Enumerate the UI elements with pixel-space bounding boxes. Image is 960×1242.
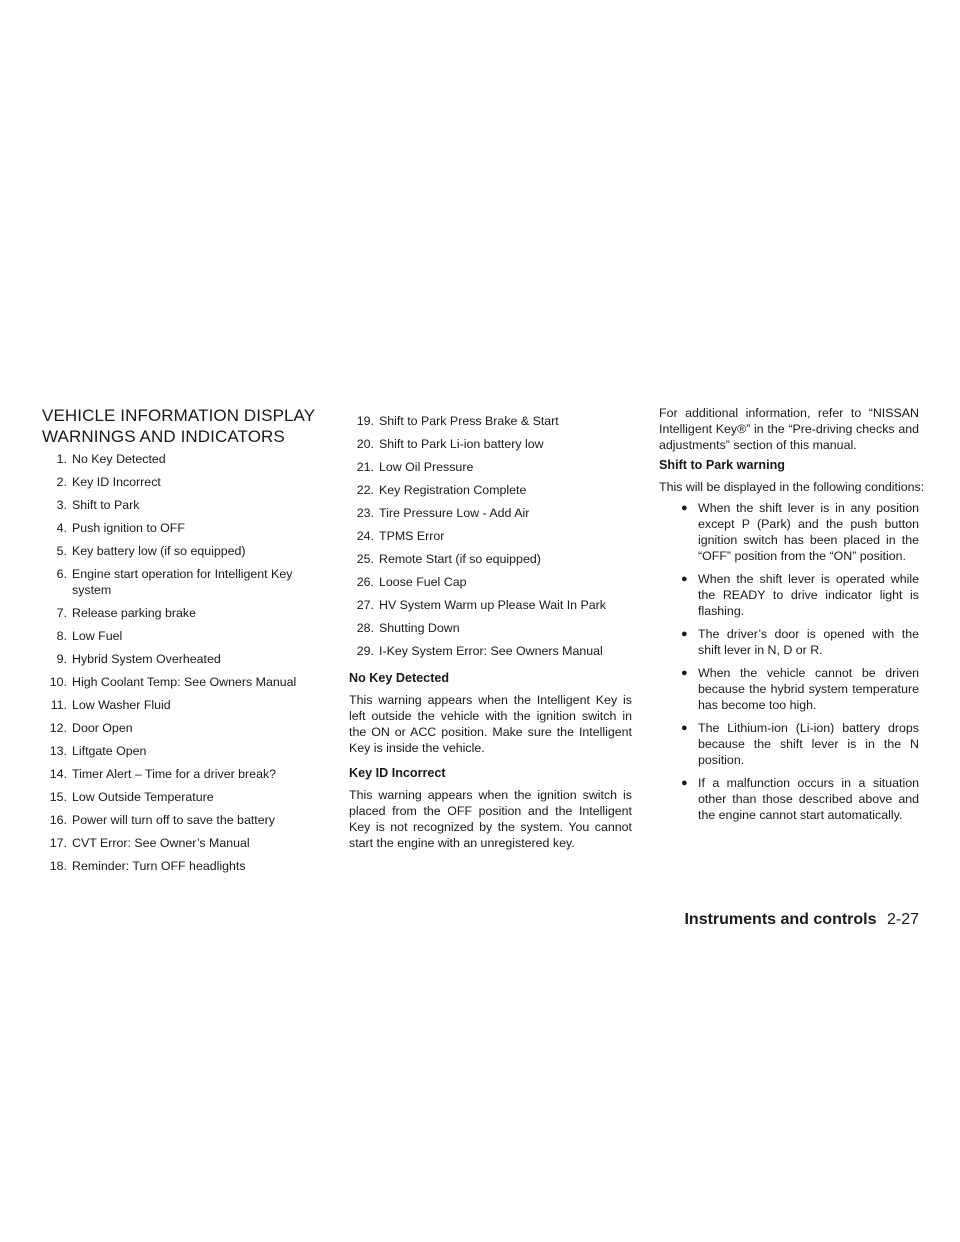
warning-number: 17. bbox=[49, 836, 67, 850]
warning-number: 20. bbox=[356, 437, 374, 451]
warning-number: 8. bbox=[56, 629, 67, 643]
condition-text: When the vehicle cannot be driven because the hybrid system temperature has become too high. bbox=[698, 666, 919, 712]
section-title-line2: WARNINGS AND INDICATORS bbox=[42, 427, 285, 446]
bullet-icon: ● bbox=[681, 722, 688, 734]
warning-number: 23. bbox=[356, 506, 374, 520]
warning-text: Shift to Park bbox=[72, 498, 140, 512]
warning-text: Power will turn off to save the battery bbox=[72, 813, 275, 827]
warning-number: 14. bbox=[49, 767, 67, 781]
warning-text: I-Key System Error: See Owners Manual bbox=[379, 644, 603, 658]
key-id-incorrect-text: This warning appears when the ignition switch is placed from the OFF position and the Intelligent Key is not recognized by the system. You cannot start the engine with an unregistered key. bbox=[349, 788, 632, 850]
warning-text: Liftgate Open bbox=[72, 744, 147, 758]
no-key-detected-heading: No Key Detected bbox=[349, 671, 450, 685]
warning-item bbox=[42, 835, 324, 851]
warning-text: Shift to Park Li-ion battery low bbox=[379, 437, 544, 451]
warning-number: 16. bbox=[49, 813, 67, 827]
warning-text: Shutting Down bbox=[379, 621, 460, 635]
warning-item bbox=[349, 413, 606, 429]
condition-item bbox=[659, 626, 919, 658]
warning-item bbox=[42, 674, 324, 690]
warning-number: 19. bbox=[356, 414, 374, 428]
warning-text: Hybrid System Overheated bbox=[72, 652, 221, 666]
warning-text: Door Open bbox=[72, 721, 133, 735]
warning-text: Key ID Incorrect bbox=[72, 475, 161, 489]
warning-text: Engine start operation for Intelligent Key system bbox=[72, 567, 293, 597]
warning-item bbox=[42, 605, 324, 621]
warning-number: 15. bbox=[49, 790, 67, 804]
warning-item bbox=[42, 520, 324, 536]
warning-item bbox=[42, 858, 324, 874]
warning-item bbox=[349, 574, 606, 590]
warning-item bbox=[349, 482, 606, 498]
warning-text: Low Oil Pressure bbox=[379, 460, 474, 474]
page-footer bbox=[684, 910, 919, 930]
warning-text: Timer Alert – Time for a driver break? bbox=[72, 767, 277, 781]
warning-text: Tire Pressure Low - Add Air bbox=[379, 506, 530, 520]
warning-item bbox=[349, 459, 606, 475]
warning-item bbox=[42, 566, 324, 598]
warning-item bbox=[42, 497, 324, 513]
warning-number: 27. bbox=[356, 598, 374, 612]
warning-text: Loose Fuel Cap bbox=[379, 575, 467, 589]
warning-text: TPMS Error bbox=[379, 529, 445, 543]
shift-to-park-section bbox=[659, 457, 925, 830]
warning-item bbox=[42, 543, 324, 559]
bullet-icon: ● bbox=[681, 628, 688, 640]
warning-number: 5. bbox=[56, 544, 67, 558]
warning-number: 3. bbox=[56, 498, 67, 512]
warning-number: 29. bbox=[356, 644, 374, 658]
condition-text: When the shift lever is operated while the READY to drive indicator light is flashing. bbox=[698, 572, 919, 618]
warning-number: 13. bbox=[49, 744, 67, 758]
warning-item bbox=[349, 528, 606, 544]
warning-item bbox=[349, 505, 606, 521]
condition-item bbox=[659, 720, 919, 768]
warning-number: 7. bbox=[56, 606, 67, 620]
footer-section-name: Instruments and controls bbox=[684, 911, 877, 928]
shift-to-park-heading: Shift to Park warning bbox=[659, 458, 785, 472]
shift-to-park-intro: This will be displayed in the following conditions: bbox=[659, 480, 925, 494]
warning-item bbox=[42, 766, 324, 782]
warning-text: Low Outside Temperature bbox=[72, 790, 214, 804]
warning-number: 4. bbox=[56, 521, 67, 535]
warning-text: Release parking brake bbox=[72, 606, 196, 620]
warning-number: 21. bbox=[356, 460, 374, 474]
warning-number: 10. bbox=[49, 675, 67, 689]
warning-number: 1. bbox=[56, 452, 67, 466]
warning-item bbox=[42, 474, 324, 490]
warning-number: 2. bbox=[56, 475, 67, 489]
warning-text: Shift to Park Press Brake & Start bbox=[379, 414, 559, 428]
warning-item bbox=[349, 436, 606, 452]
warning-item bbox=[42, 628, 324, 644]
page-number: 2-27 bbox=[886, 911, 919, 928]
no-key-detected-section bbox=[349, 670, 632, 756]
warning-number: 28. bbox=[356, 621, 374, 635]
bullet-icon: ● bbox=[681, 502, 688, 514]
warning-text: Remote Start (if so equipped) bbox=[379, 552, 541, 566]
warning-text: Push ignition to OFF bbox=[72, 521, 185, 535]
warning-item bbox=[349, 620, 606, 636]
warning-list-left bbox=[42, 451, 324, 881]
warning-item bbox=[42, 697, 324, 713]
additional-info-text: For additional information, refer to “NISSAN Intelligent Key®” in the “Pre-driving checks and adjustments” section of this manual. bbox=[659, 406, 919, 452]
key-id-incorrect-heading: Key ID Incorrect bbox=[349, 766, 446, 780]
warning-text: High Coolant Temp: See Owners Manual bbox=[72, 675, 297, 689]
condition-text: The driver’s door is opened with the shift lever in N, D or R. bbox=[698, 627, 919, 657]
condition-item bbox=[659, 775, 919, 823]
warning-text: HV System Warm up Please Wait In Park bbox=[379, 598, 606, 612]
warning-number: 24. bbox=[356, 529, 374, 543]
condition-item bbox=[659, 571, 919, 619]
condition-item bbox=[659, 500, 919, 564]
warning-number: 6. bbox=[56, 567, 67, 581]
warning-number: 11. bbox=[50, 698, 67, 712]
no-key-detected-text: This warning appears when the Intelligent Key is left outside the vehicle with the ignition switch in the ON or ACC position. Make sure the Intelligent Key is inside the vehicle. bbox=[349, 693, 632, 755]
warning-item bbox=[349, 597, 606, 613]
warning-text: Key Registration Complete bbox=[379, 483, 527, 497]
key-id-incorrect-section bbox=[349, 765, 632, 851]
warning-number: 9. bbox=[56, 652, 67, 666]
warning-number: 12. bbox=[49, 721, 67, 735]
warning-item bbox=[42, 812, 324, 828]
warning-text: No Key Detected bbox=[72, 452, 166, 466]
shift-to-park-conditions bbox=[659, 500, 919, 823]
warning-item bbox=[349, 551, 606, 567]
condition-text: When the shift lever is in any position except P (Park) and the push button ignition switch has been placed in the “OFF” position from the “ON” position. bbox=[698, 501, 919, 563]
warning-item bbox=[42, 743, 324, 759]
warning-number: 25. bbox=[356, 552, 374, 566]
warning-item bbox=[42, 789, 324, 805]
warning-text: Key battery low (if so equipped) bbox=[72, 544, 246, 558]
warning-item bbox=[42, 651, 324, 667]
warning-item bbox=[42, 451, 324, 467]
warning-text: Low Fuel bbox=[72, 629, 123, 643]
condition-item bbox=[659, 665, 919, 713]
condition-text: If a malfunction occurs in a situation other than those described above and the engine cannot start automatically. bbox=[698, 776, 919, 822]
bullet-icon: ● bbox=[681, 777, 688, 789]
warning-number: 26. bbox=[356, 575, 374, 589]
warning-text: Reminder: Turn OFF headlights bbox=[72, 859, 246, 873]
warning-list-mid bbox=[349, 413, 606, 666]
condition-text: The Lithium-ion (Li-ion) battery drops because the shift lever is in the N position. bbox=[698, 721, 919, 767]
section-title-line1: VEHICLE INFORMATION DISPLAY bbox=[42, 406, 316, 425]
warning-text: Low Washer Fluid bbox=[72, 698, 171, 712]
warning-number: 18. bbox=[49, 859, 67, 873]
warning-item bbox=[349, 643, 606, 659]
warning-item bbox=[42, 720, 324, 736]
bullet-icon: ● bbox=[681, 573, 688, 585]
bullet-icon: ● bbox=[681, 667, 688, 679]
warning-text: CVT Error: See Owner’s Manual bbox=[72, 836, 250, 850]
section-title bbox=[42, 405, 315, 447]
warning-number: 22. bbox=[356, 483, 374, 497]
